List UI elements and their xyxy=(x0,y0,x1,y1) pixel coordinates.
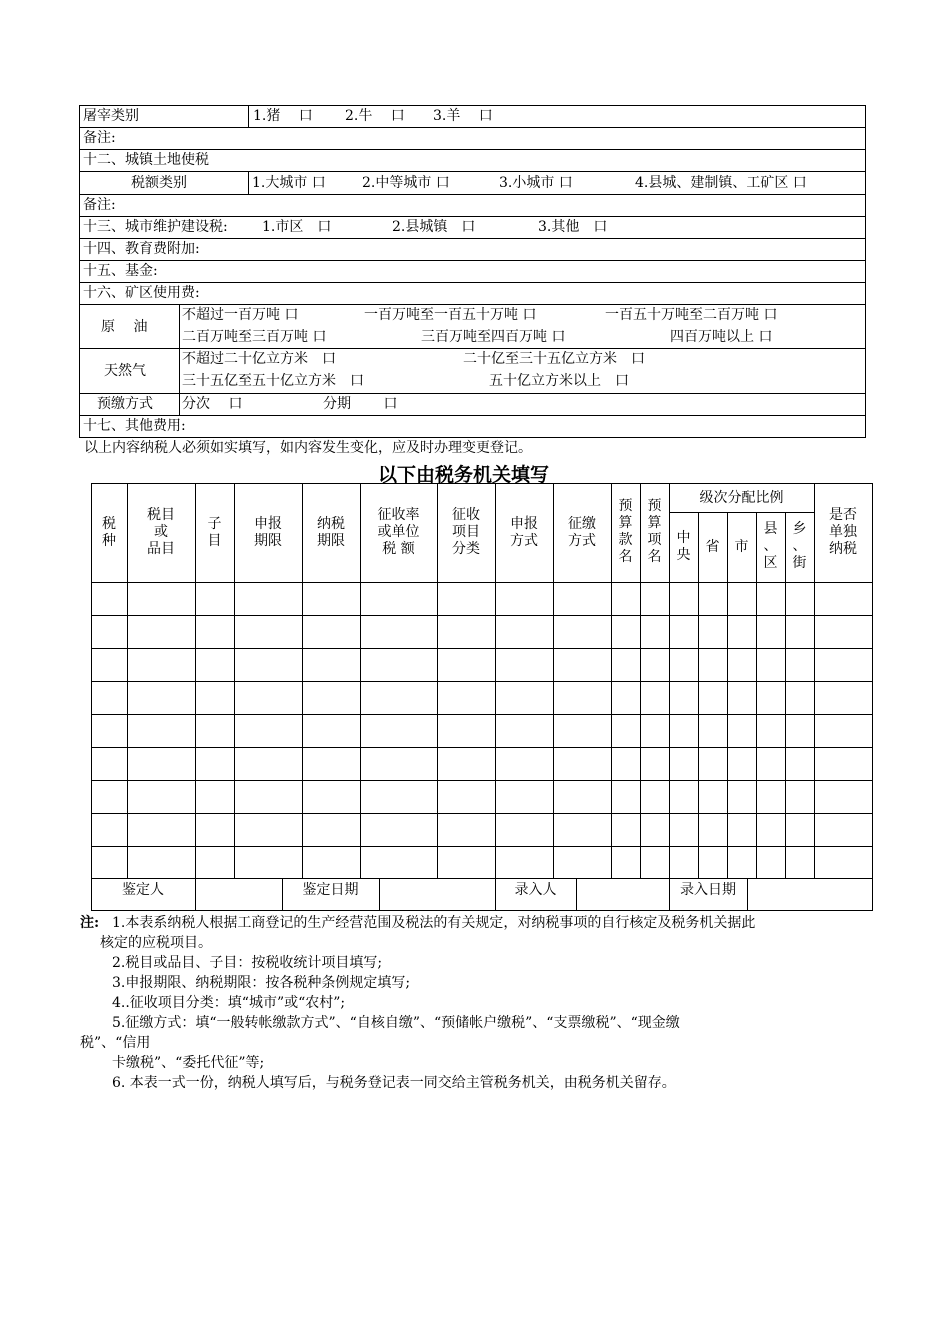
remark-label: 备注: xyxy=(83,197,116,213)
remark-label: 备注: xyxy=(83,130,116,146)
section-14-title: 十四、教育费附加: xyxy=(83,241,200,257)
section-16-title: 十六、矿区使用费: xyxy=(83,285,200,301)
note-1: 1.本表系纳税人根据工商登记的生产经营范围及税法的有关规定，对纳税事项的自行核定及税务机关据此 xyxy=(112,915,756,931)
appraiser-label: 鉴定人 xyxy=(122,882,164,898)
slaughter-option-cattle[interactable]: 2.牛 口 xyxy=(345,108,405,124)
note-6: 6. 本表一式一份，纳税人填写后，与税务登记表一同交给主管税务机关，由税务机关留存。 xyxy=(112,1075,676,1091)
note-5-end: 卡缴税”、“委托代征”等; xyxy=(112,1055,265,1071)
city-option-small[interactable]: 3.小城市 口 xyxy=(499,175,573,191)
slaughter-option-sheep[interactable]: 3.羊 口 xyxy=(433,108,493,124)
gas-option-4[interactable]: 五十亿立方米以上 口 xyxy=(489,373,629,389)
appraiser-field[interactable] xyxy=(196,879,281,909)
crude-option-3[interactable]: 一百五十万吨至二百万吨 口 xyxy=(605,307,778,323)
city-option-large[interactable]: 1.大城市 口 xyxy=(252,175,326,191)
tax-level-label: 税额类别 xyxy=(131,175,187,191)
crude-option-2[interactable]: 一百万吨至一百五十万吨 口 xyxy=(364,307,537,323)
note-5: 5.征缴方式：填“一般转帐缴款方式”、“自核自缴”、“预储帐户缴税”、“支票缴税”、“现金缴 xyxy=(112,1015,680,1031)
header-central: 中 央 xyxy=(676,530,691,563)
header-county: 县 、 区 xyxy=(763,521,778,571)
crude-option-1[interactable]: 不超过一百万吨 口 xyxy=(182,307,299,323)
section-17-title: 十七、其他费用: xyxy=(83,418,186,434)
note-4: 4..征收项目分类：填“城市”或“农村”; xyxy=(112,995,346,1011)
header-collection-category: 征收 项目 分类 xyxy=(452,507,480,557)
header-province: 省 xyxy=(705,539,720,555)
notes-prefix: 注: xyxy=(80,915,100,931)
header-tax-rate: 征收率 或单位 税 额 xyxy=(377,507,420,557)
header-pay-period: 纳税 期限 xyxy=(317,516,345,549)
header-tax-type: 税 种 xyxy=(102,516,116,549)
gas-option-1[interactable]: 不超过二十亿立方米 口 xyxy=(182,351,336,367)
header-township: 乡 、 街 xyxy=(792,521,807,571)
prepay-label: 预缴方式 xyxy=(97,396,153,412)
sec13-option-other[interactable]: 3.其他 口 xyxy=(538,219,608,235)
slaughter-option-pig[interactable]: 1.猪 口 xyxy=(253,108,313,124)
note-5-continued: 税”、“信用 xyxy=(80,1035,151,1051)
header-declare-period: 申报 期限 xyxy=(254,516,282,549)
crude-option-6[interactable]: 四百万吨以上 口 xyxy=(670,329,773,345)
fill-instruction: 以上内容纳税人必须如实填写，如内容发生变化，应及时办理变更登记。 xyxy=(84,440,532,456)
entry-person-label: 录入人 xyxy=(514,882,557,898)
appraise-date-field[interactable] xyxy=(380,879,494,909)
entry-date-label: 录入日期 xyxy=(680,882,736,898)
section-13-title: 十三、城市维护建设税: xyxy=(83,219,228,235)
header-separate-tax: 是否 单独 纳税 xyxy=(829,507,857,557)
sec13-option-county[interactable]: 2.县城镇 口 xyxy=(392,219,476,235)
city-option-county[interactable]: 4.县城、建制镇、工矿区 口 xyxy=(635,175,807,191)
sec13-option-urban[interactable]: 1.市区 口 xyxy=(262,219,332,235)
entry-person-field[interactable] xyxy=(577,879,668,909)
prepay-option-installment[interactable]: 分次 口 xyxy=(182,396,243,412)
header-declare-method: 申报 方式 xyxy=(510,516,538,549)
header-budget-account: 预 算 款 名 xyxy=(618,498,633,565)
section-12-title: 十二、城镇土地使税 xyxy=(83,152,209,168)
crude-option-4[interactable]: 二百万吨至三百万吨 口 xyxy=(182,329,327,345)
tax-office-section-title: 以下由税务机关填写 xyxy=(378,464,550,486)
header-budget-item: 预 算 项 名 xyxy=(647,498,662,565)
gas-option-3[interactable]: 三十五亿至五十亿立方米 口 xyxy=(182,373,364,389)
header-tax-item: 税目 或 品目 xyxy=(147,507,175,557)
natural-gas-label: 天然气 xyxy=(104,363,146,379)
header-city: 市 xyxy=(734,539,749,555)
header-subitem: 子 目 xyxy=(207,516,222,549)
entry-date-field[interactable] xyxy=(748,879,871,909)
city-option-medium[interactable]: 2.中等城市 口 xyxy=(362,175,450,191)
slaughter-label: 屠宰类别 xyxy=(83,108,139,124)
note-2: 2.税目或品目、子目：按税收统计项目填写; xyxy=(112,955,383,971)
crude-option-5[interactable]: 三百万吨至四百万吨 口 xyxy=(421,329,566,345)
appraise-date-label: 鉴定日期 xyxy=(302,882,359,898)
note-1-continued: 核定的应税项目。 xyxy=(100,935,212,951)
header-distribution-ratio: 级次分配比例 xyxy=(699,490,784,506)
header-collect-method: 征缴 方式 xyxy=(568,516,596,549)
gas-option-2[interactable]: 二十亿至三十五亿立方米 口 xyxy=(463,351,645,367)
section-15-title: 十五、基金: xyxy=(83,263,158,279)
note-3: 3.申报期限、纳税期限：按各税种条例规定填写; xyxy=(112,975,411,991)
prepay-option-period[interactable]: 分期 口 xyxy=(323,396,398,412)
crude-oil-label: 原 油 xyxy=(101,319,148,335)
